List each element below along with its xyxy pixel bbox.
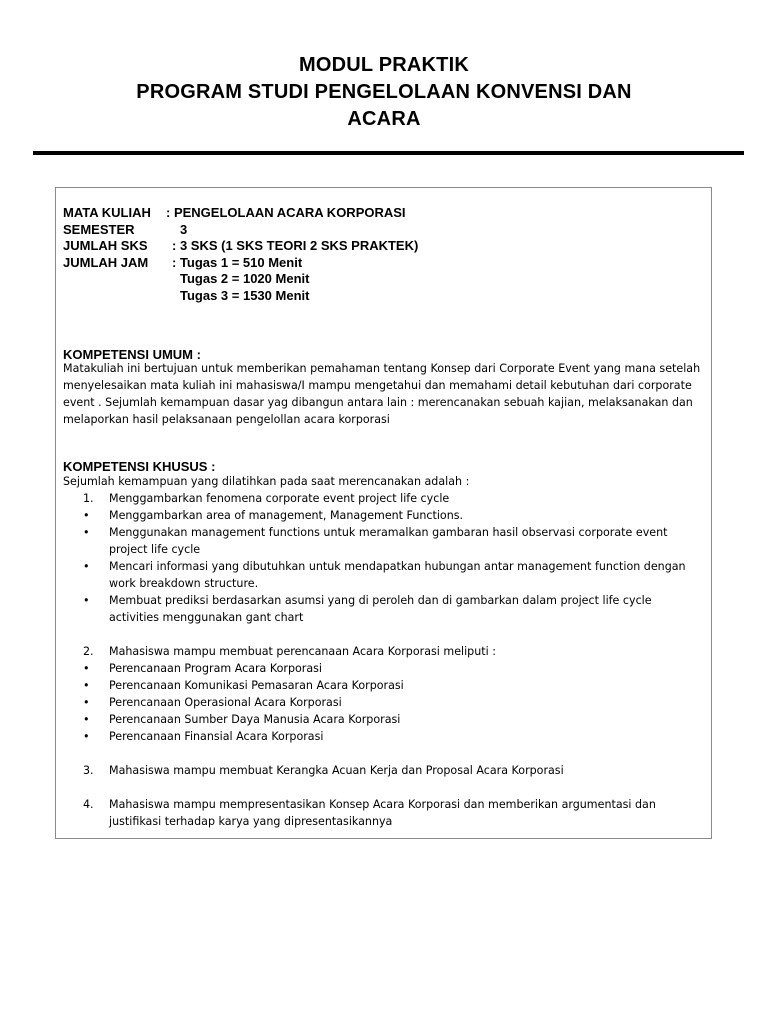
bullet-icon: • xyxy=(83,526,90,539)
semester-label: SEMESTER xyxy=(63,221,135,237)
list-item xyxy=(63,694,703,711)
item-number: 3. xyxy=(83,764,94,777)
list-item xyxy=(63,490,703,507)
header-title-line3: ACARA xyxy=(347,108,421,130)
item-text: Mahasiswa mampu membuat Kerangka Acuan Kerja dan Proposal Acara Korporasi xyxy=(109,764,564,777)
bullet-icon: • xyxy=(83,560,90,573)
list-item xyxy=(63,507,703,524)
bullet-icon: • xyxy=(83,679,90,692)
item-text: Perencanaan Sumber Daya Manusia Acara Korporasi xyxy=(109,713,401,726)
mata-kuliah-label: MATA KULIAH xyxy=(63,205,151,220)
item-text: Menggunakan management functions untuk meramalkan gambaran hasil observasi corporate event project life cycle xyxy=(109,526,668,556)
item-text: Mencari informasi yang dibutuhkan untuk mendapatkan hubungan antar management function dengan work breakdown structure. xyxy=(109,560,686,590)
bullet-icon: • xyxy=(83,662,90,675)
list-item xyxy=(63,762,703,779)
item-text: Perencanaan Komunikasi Pemasaran Acara Korporasi xyxy=(109,679,404,692)
list-item xyxy=(63,711,703,728)
bullet-icon: • xyxy=(83,730,90,743)
kompetensi-khusus-intro: Sejumlah kemampuan yang dilatihkan pada saat merencanakan adalah : xyxy=(63,475,470,488)
sks-value: : 3 SKS (1 SKS TEORI 2 SKS PRAKTEK) xyxy=(172,238,419,253)
jam-value-3: Tugas 3 = 1530 Menit xyxy=(180,287,310,303)
item-text: Perencanaan Finansial Acara Korporasi xyxy=(109,730,324,743)
item-text: Perencanaan Operasional Acara Korporasi xyxy=(109,696,342,709)
mata-kuliah-value: : PENGELOLAAN ACARA KORPORASI xyxy=(166,205,406,220)
kompetensi-khusus-title: KOMPETENSI KHUSUS : xyxy=(63,459,216,474)
header-title-line1: MODUL PRAKTIK xyxy=(298,54,469,76)
list-item xyxy=(63,558,703,592)
document-header xyxy=(0,52,768,133)
item-number: 2. xyxy=(83,645,94,658)
kompetensi-umum-text: Matakuliah ini bertujuan untuk memberikan pemahaman tentang Konsep dari Corporate Event yang mana setelah menyelesaikan mata kuliah ini mahasiswa/I mampu mengetahui dan memahami detail kebutuhan dari corporate event . Sejumlah kemampuan dasar yag dibangun antara lain : merencanakan sebuah kajian, melaksanakan dan melaporkan hasil pelaksanaan pengelollan acara korporasi xyxy=(63,362,701,426)
list-item xyxy=(63,677,703,694)
list-spacer xyxy=(63,779,703,796)
item-text: Menggambarkan area of management, Management Functions. xyxy=(109,509,464,522)
bullet-icon: • xyxy=(83,509,90,522)
semester-value: 3 xyxy=(180,221,188,237)
list-item xyxy=(63,592,703,626)
bullet-icon: • xyxy=(83,594,90,607)
list-spacer xyxy=(63,745,703,762)
header-title-line2: PROGRAM STUDI PENGELOLAAN KONVENSI DAN xyxy=(136,81,632,103)
list-item xyxy=(63,660,703,677)
header-divider xyxy=(33,151,744,155)
sks-label: JUMLAH SKS xyxy=(63,238,148,253)
kompetensi-umum-title: KOMPETENSI UMUM : xyxy=(63,347,201,362)
list-item xyxy=(63,728,703,745)
item-text: Menggambarkan fenomena corporate event project life cycle xyxy=(109,492,450,505)
list-item xyxy=(63,643,703,660)
item-number: 1. xyxy=(83,492,94,505)
list-spacer xyxy=(63,626,703,643)
bullet-icon: • xyxy=(83,713,90,726)
jam-value-2: Tugas 2 = 1020 Menit xyxy=(180,271,310,286)
item-text: Perencanaan Program Acara Korporasi xyxy=(109,662,323,675)
item-number: 4. xyxy=(83,798,94,811)
item-text: Mahasiswa mampu mempresentasikan Konsep Acara Korporasi dan memberikan argumentasi dan justifikasi terhadap karya yang dipresentasikannya xyxy=(109,798,656,828)
item-text: Membuat prediksi berdasarkan asumsi yang di peroleh dan di gambarkan dalam project life cycle activities menggunakan gant chart xyxy=(109,594,652,624)
jam-value-1: : Tugas 1 = 510 Menit xyxy=(172,254,303,270)
bullet-icon: • xyxy=(83,696,90,709)
list-item xyxy=(63,796,703,830)
jam-label: JUMLAH JAM xyxy=(63,254,149,270)
item-text: Mahasiswa mampu membuat perencanaan Acara Korporasi meliputi : xyxy=(109,645,496,658)
kompetensi-khusus-list xyxy=(63,490,703,830)
list-item xyxy=(63,524,703,558)
